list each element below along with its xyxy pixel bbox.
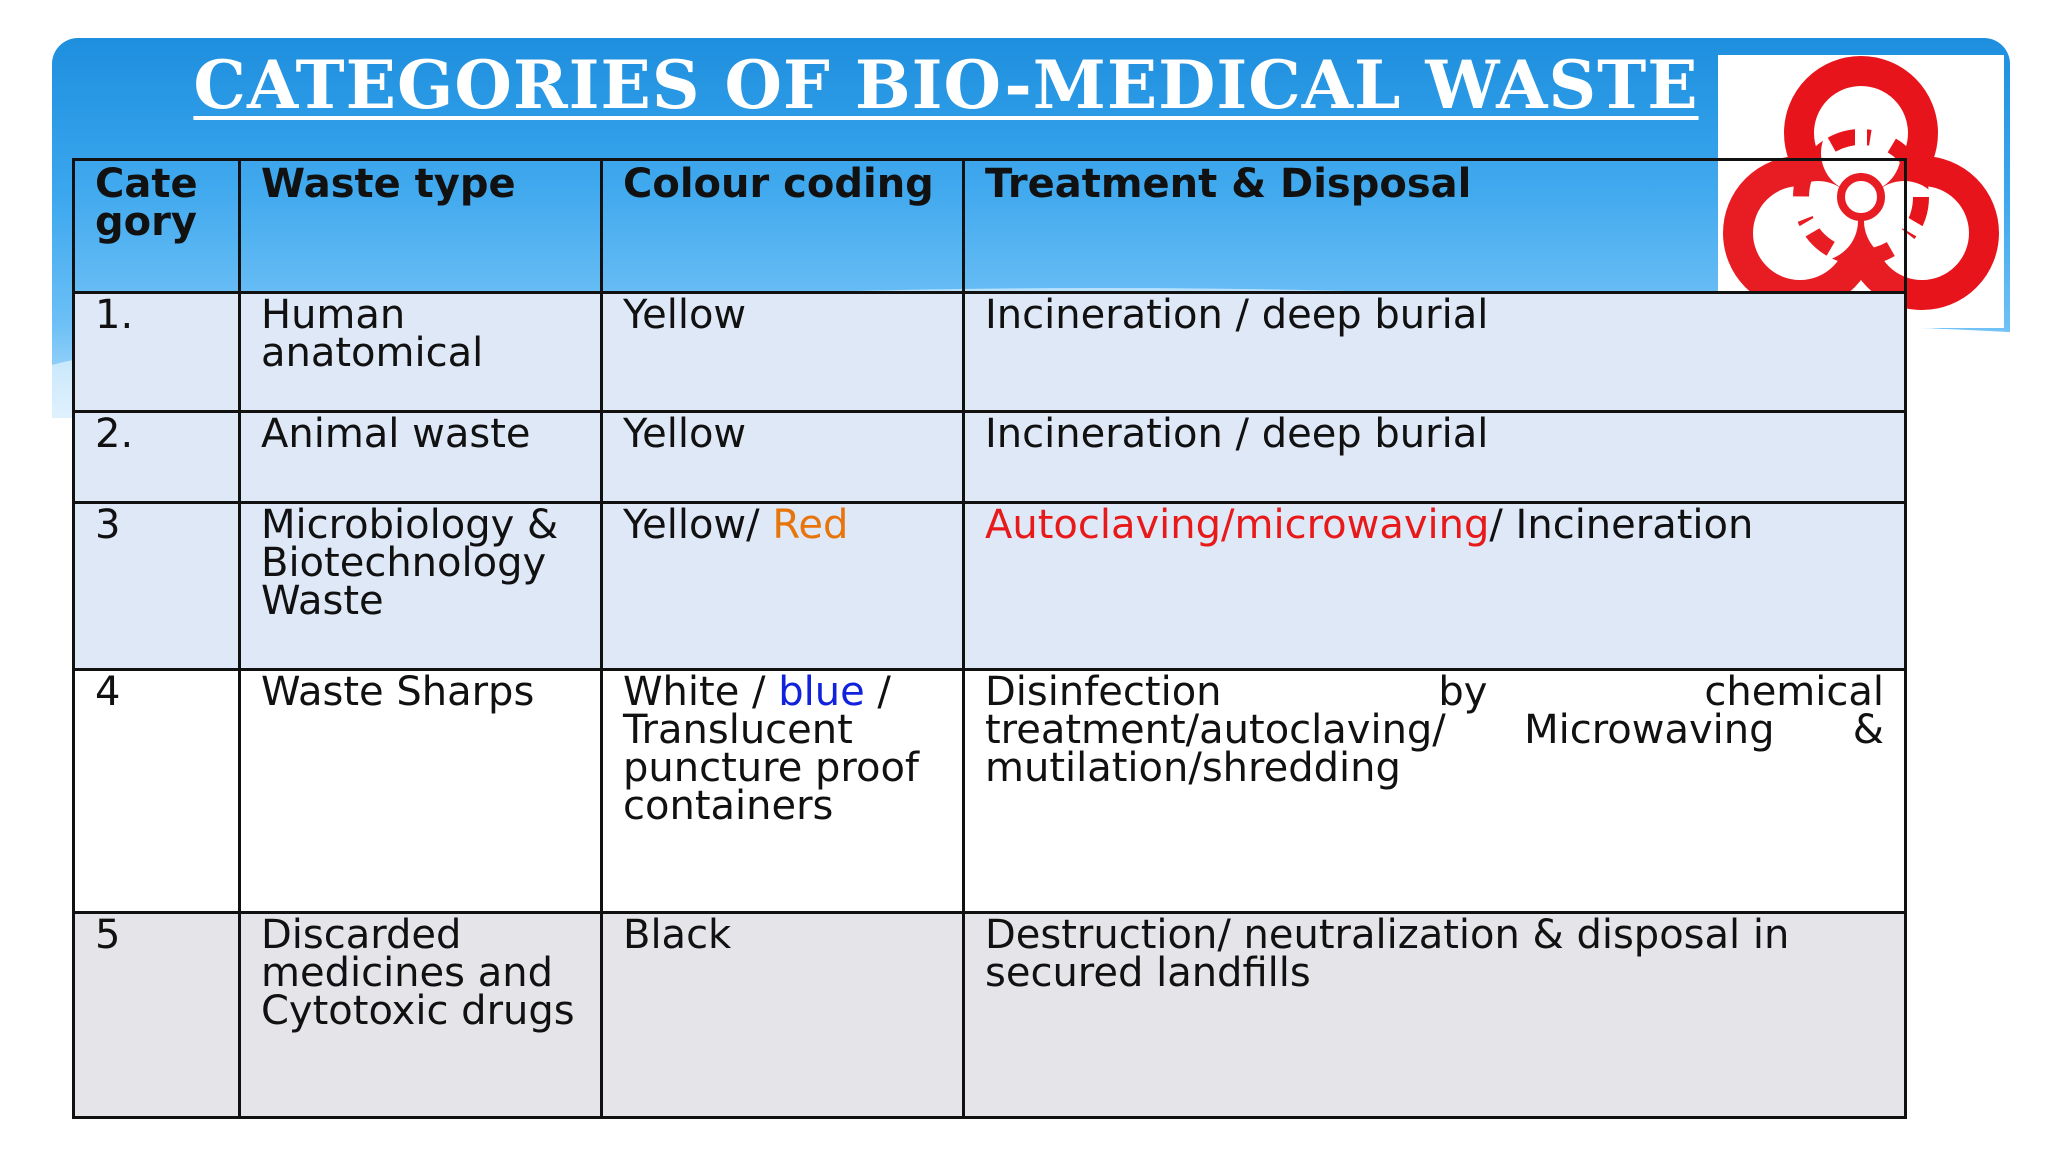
treatment-cell <box>964 503 1906 670</box>
treatment-cell: Destruction/ neutralization & disposal in secured landfills <box>964 913 1906 1118</box>
header-category: Cate gory <box>74 160 240 293</box>
colour-cell: Yellow <box>602 293 964 412</box>
treatment-line: Disinfection by chemical <box>985 669 1884 715</box>
waste-type-cell: Microbiology & Biotechnology Waste <box>240 503 602 670</box>
waste-type-cell: Human anatomical <box>240 293 602 412</box>
colour-blue-text: blue <box>778 669 865 715</box>
category-cell: 4 <box>74 670 240 913</box>
treatment-cell: Incineration / deep burial <box>964 293 1906 412</box>
colour-cell <box>602 503 964 670</box>
table-row <box>74 913 1906 1118</box>
table-row <box>74 293 1906 412</box>
table-row <box>74 412 1906 503</box>
table-row <box>74 503 1906 670</box>
category-cell: 1. <box>74 293 240 412</box>
waste-type-cell: Animal waste <box>240 412 602 503</box>
colour-red-text: Red <box>772 502 849 548</box>
colour-cell: Yellow <box>602 412 964 503</box>
colour-cell <box>602 670 964 913</box>
category-cell: 3 <box>74 503 240 670</box>
treatment-highlight-text: Autoclaving/microwaving <box>985 502 1490 548</box>
header-waste-type: Waste type <box>240 160 602 293</box>
header-colour-coding: Colour coding <box>602 160 964 293</box>
treatment-text: / Incineration <box>1489 502 1754 548</box>
category-cell: 5 <box>74 913 240 1118</box>
page-title: CATEGORIES OF BIO-MEDICAL WASTE <box>193 46 1699 124</box>
colour-text-rest: / Translucent puncture proof containers <box>623 669 919 829</box>
colour-cell: Black <box>602 913 964 1118</box>
treatment-line: treatment/autoclaving/ Microwaving & <box>985 707 1884 753</box>
waste-type-cell: Waste Sharps <box>240 670 602 913</box>
category-cell: 2. <box>74 412 240 503</box>
waste-categories-table <box>72 158 1907 1119</box>
colour-text: Yellow/ <box>623 502 773 548</box>
treatment-line: mutilation/shredding <box>985 745 1401 791</box>
waste-type-cell: Discarded medicines and Cytotoxic drugs <box>240 913 602 1118</box>
header-treatment: Treatment & Disposal <box>964 160 1906 293</box>
table-header-row <box>74 160 1906 293</box>
table-row <box>74 670 1906 913</box>
colour-text: White / <box>623 669 779 715</box>
treatment-cell: Incineration / deep burial <box>964 412 1906 503</box>
treatment-cell <box>964 670 1906 913</box>
